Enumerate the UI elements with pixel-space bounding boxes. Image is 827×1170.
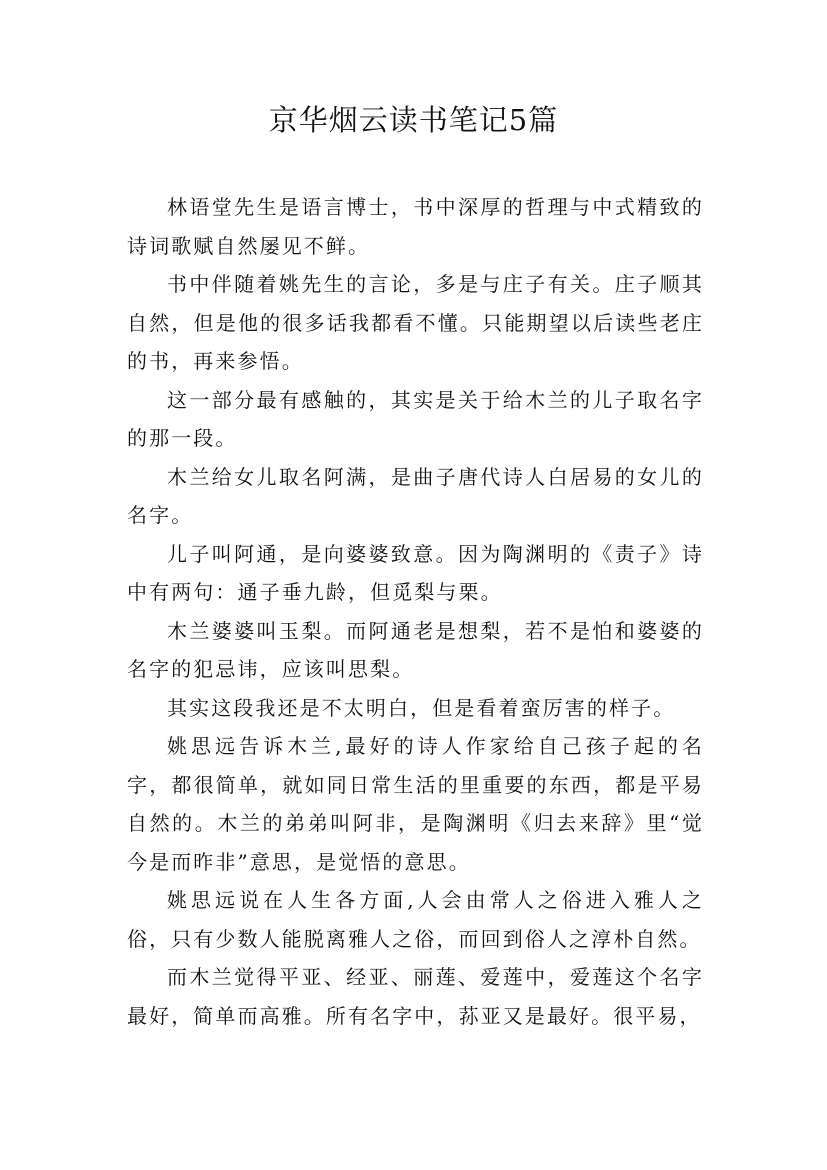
paragraph: 这一部分最有感触的，其实是关于给木兰的儿子取名字的那一段。	[127, 387, 704, 450]
paragraph: 姚思远说在人生各方面,人会由常人之俗进入雅人之俗，只有少数人能脱离雅人之俗，而回到俗人之淳朴自然。	[127, 888, 704, 951]
paragraph: 姚思远告诉木兰,最好的诗人作家给自己孩子起的名字，都很简单，就如同日常生活的里重要的东西，都是平易自然的。木兰的弟弟叫阿非，是陶渊明《归去来辞》里“觉今是而昨非”意思，是觉悟的意思。	[127, 734, 704, 874]
document-body	[127, 188, 704, 1035]
paragraph: 其实这段我还是不太明白，但是看着蛮厉害的样子。	[167, 695, 676, 720]
paragraph: 木兰给女儿取名阿满，是曲子唐代诗人白居易的女儿的名字。	[127, 464, 704, 527]
paragraph: 木兰婆婆叫玉梨。而阿通老是想梨，若不是怕和婆婆的名字的犯忌讳，应该叫思梨。	[127, 618, 704, 681]
paragraph: 而木兰觉得平亚、经亚、丽莲、爱莲中，爱莲这个名字最好，简单而高雅。所有名字中，荪亚又是最好。很平易，	[127, 965, 704, 1028]
document-title: 京华烟云读书笔记5篇	[268, 103, 559, 137]
paragraph: 书中伴随着姚先生的言论，多是与庄子有关。庄子顺其自然，但是他的很多话我都看不懂。只能期望以后读些老庄的书，再来参悟。	[127, 272, 704, 373]
paragraph: 儿子叫阿通，是向婆婆致意。因为陶渊明的《责子》诗中有两句：通子垂九龄，但觅梨与栗。	[127, 541, 704, 604]
paragraph: 林语堂先生是语言博士，书中深厚的哲理与中式精致的诗词歌赋自然屡见不鲜。	[127, 195, 704, 258]
